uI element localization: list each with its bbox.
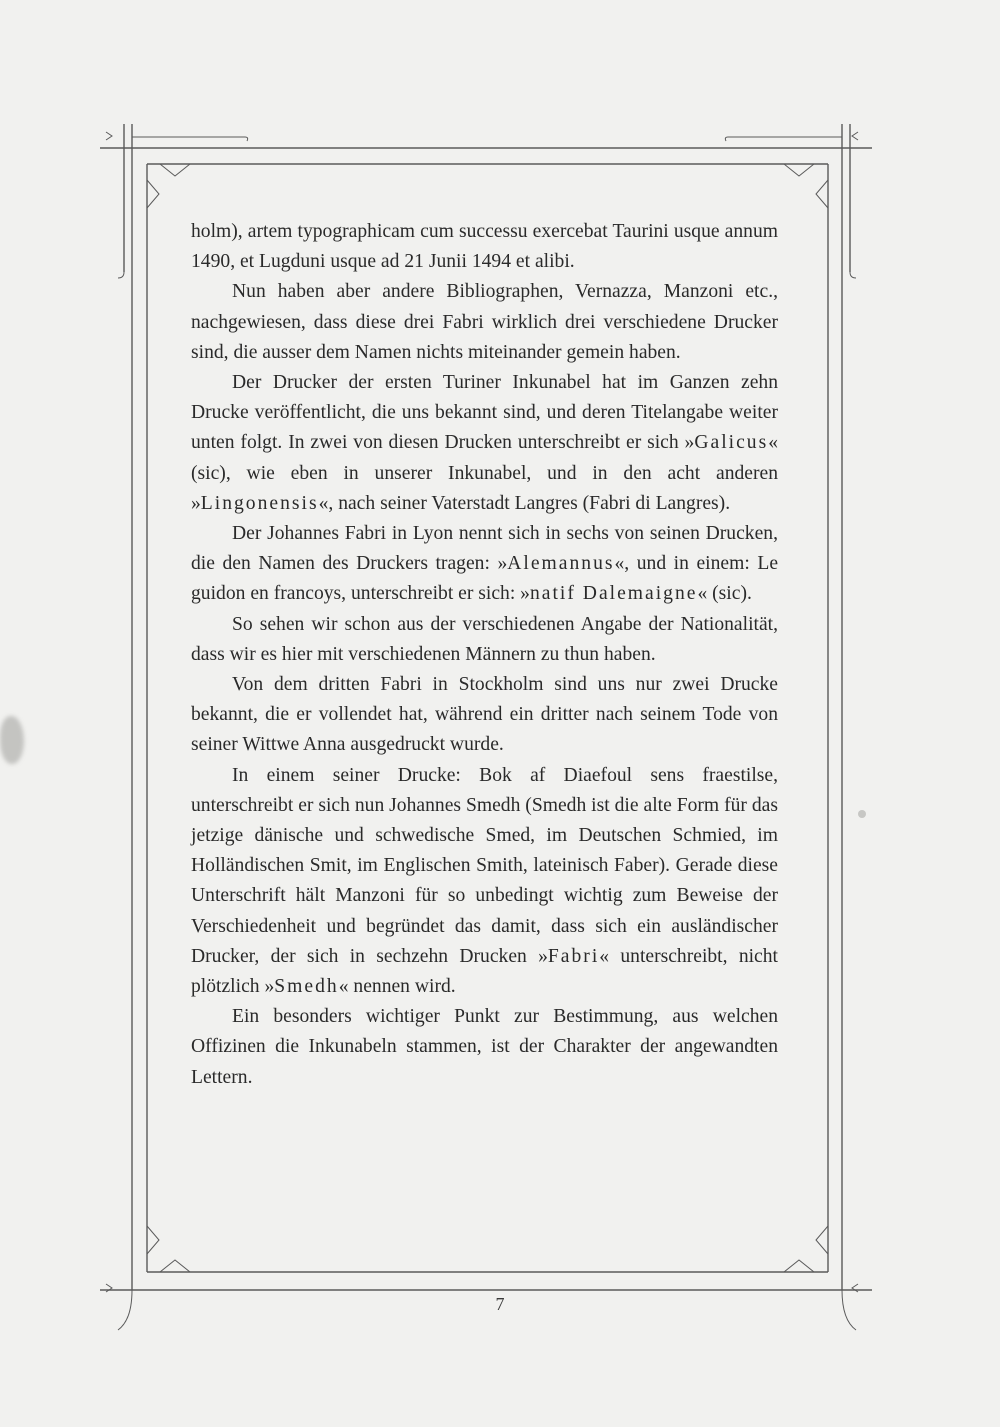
paragraph-p7 [191, 761, 778, 1003]
paragraph-p2 [191, 277, 778, 368]
text-segment: «, und in einem: Le guidon en francoys, unterschreibt er sich: » [191, 553, 779, 605]
text-segment: Der Johannes Fabri in Lyon nennt sich in sechs von seinen Drucken, die den Namen des Druckers tragen: » [191, 523, 778, 575]
text-segment: Ein besonders wichtiger Punkt zur Bestimmung, aus welchen Offizinen die Inkunabeln stammen, ist der Charakter der angewandten Lettern. [191, 1006, 778, 1088]
paragraph-p5 [191, 610, 778, 670]
paragraph-p3 [191, 368, 778, 519]
text-segment: « nennen wird. [338, 976, 456, 998]
text-segment: Von dem dritten Fabri in Stockholm sind uns nur zwei Drucke bekannt, die er vollendet hat, während ein dritter nach seinem Tode von seiner Wittwe Anna ausgedruckt wurde. [191, 674, 778, 756]
spaced-name: Alemannus [507, 553, 615, 575]
paragraph-p8 [191, 1002, 778, 1093]
ink-stain [0, 716, 24, 764]
text-segment: « unterschreibt, nicht plötzlich » [191, 945, 778, 998]
spaced-name: Lingonensis [200, 492, 319, 514]
text-segment: Nun haben aber andere Bibliographen, Vernazza, Manzoni etc., nachgewiesen, dass diese drei Fabri wirklich drei verschiedene Drucker sind, die ausser dem Namen nichts miteinander gemein haben. [191, 281, 778, 363]
body-text [191, 217, 778, 1093]
paragraph-p1 [191, 217, 778, 277]
text-segment: Der Drucker der ersten Turiner Inkunabel hat im Ganzen zehn Drucke veröffentlicht, die uns bekannt sind, und deren Titelangabe weiter unten folgt. In zwei von diesen Drucken unterschreibt er sich » [191, 372, 778, 454]
text-segment: « (sic), wie eben in unserer Inkunabel, und in den acht anderen » [191, 432, 778, 514]
spaced-name: Smedh [274, 976, 339, 998]
paragraph-p6 [191, 670, 778, 761]
text-segment: In einem seiner Drucke: Bok af Diaefoul sens fraestilse, unterschreibt er sich nun Johannes Smedh (Smedh ist die alte Form für das jetzige dänische und schwedische Smed, im Deutschen Schmied, im Holländischen Smit, im Englischen Smith, lateinisch Faber). Gerade diese Unterschrift hält Manzoni für so unbedingt wichtig zum Beweise der Verschiedenheit und begründet das damit, dass sich ein ausländischer Drucker, der sich in sechzehn Drucken » [191, 764, 778, 967]
text-segment: holm), artem typographicam cum successu exercebat Taurini usque annum 1490, et Lugduni usque ad 21 Junii 1494 et alibi. [191, 221, 778, 273]
paper-speck [858, 810, 866, 818]
text-segment: «, nach seiner Vaterstadt Langres (Fabri di Langres). [318, 492, 731, 514]
spaced-name: Galicus [694, 432, 769, 454]
spaced-name: Fabri [547, 945, 600, 967]
page-number: 7 [495, 1294, 505, 1314]
spaced-name: natif Dalemaigne [529, 583, 698, 605]
text-segment: So sehen wir schon aus der verschiedenen Angabe der Nationalität, dass wir es hier mit verschiedenen Männern zu thun haben. [191, 613, 778, 665]
paragraph-p4 [191, 519, 778, 610]
text-segment: « (sic). [697, 583, 752, 605]
